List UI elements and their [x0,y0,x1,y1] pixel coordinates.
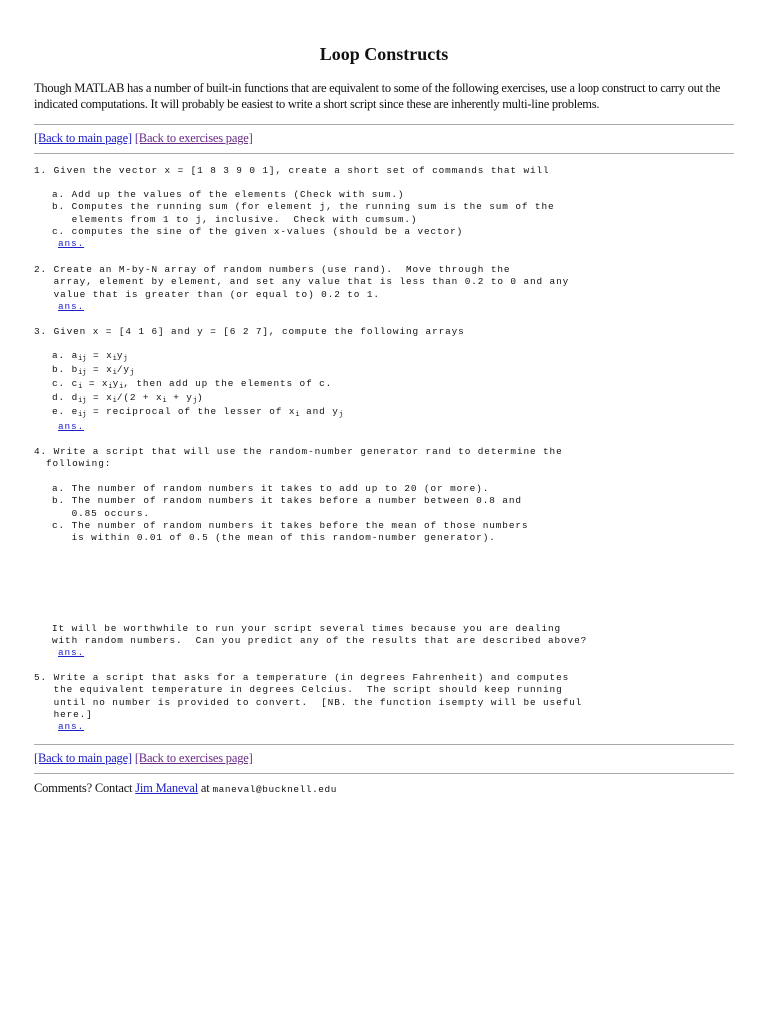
question-1c: c. computes the sine of the given x-values (should be a vector) [52,226,464,237]
nav-top [34,131,253,146]
answer-link-4 [58,647,84,659]
divider [34,153,734,154]
question-3d: d. $d_{ij} = x_i/(2 + x_i + y_j)$ [52,392,204,405]
intro-paragraph: Though MATLAB has a number of built-in functions that are equivalent to some of the following exercises, use a loop construct to carry out the indicated computations. It will probably be easiest to write a short script since these are inherently multi-line problems. [34,81,721,111]
answer-link-3 [58,421,84,433]
question-2-cont: value that is greater than (or equal to) 0.2 to 1. [34,289,380,300]
answer-link-4-text[interactable]: ans. [58,647,85,658]
question-2: 2. Create an M-by-N array of random numbers (use rand). Move through the [34,264,511,275]
answer-link-5 [58,721,84,733]
divider [34,744,734,745]
footer-prefix: Comments? Contact [34,781,136,795]
question-4-cont: following: [46,458,112,469]
footer [34,781,337,796]
footer-at: at [197,781,213,795]
question-3: 3. Given x = [4 1 6] and y = [6 2 7], compute the following arrays [34,326,465,337]
question-3e: e. $e_{ij}$ = reciprocal of the lesser of $x_i$ and $y_j$ [52,406,343,419]
question-4c: c. The number of random numbers it takes before the mean of those numbers [52,520,529,531]
question-5-cont: the equivalent temperature in degrees Celcius. The script should keep running [34,684,563,695]
question-1a: a. Add up the values of the elements (Check with sum.) [52,189,405,200]
back-to-exercises-link[interactable]: [Back to exercises page] [134,751,253,765]
question-1: 1. Given the vector x = [1 8 3 9 0 1], create a short set of commands that will [34,165,550,176]
back-to-main-link[interactable]: [Back to main page] [34,131,132,145]
question-2-cont: array, element by element, and set any value that is less than 0.2 to 0 and any [34,276,570,287]
question-3a: a. $a_{ij} = x_iy_j$ [52,350,128,363]
question-4-note: It will be worthwhile to run your script several times because you are dealing [52,623,562,634]
contact-name-link[interactable]: Jim Maneval [135,781,198,795]
back-to-exercises-link[interactable]: [Back to exercises page] [134,131,253,145]
answer-link-1-text[interactable]: ans. [58,238,85,249]
answer-link-3-text[interactable]: ans. [58,421,85,432]
question-1b: b. Computes the running sum (for element j, the running sum is the sum of the [52,201,555,212]
question-5-cont: here.] [34,709,93,720]
question-4-note-cont: with random numbers. Can you predict any of the results that are described above? [52,635,588,646]
question-4c-cont: is within 0.01 of 0.5 (the mean of this random-number generator). [52,532,496,543]
contact-email: maneval@bucknell.edu [212,784,337,795]
page-title: Loop Constructs [319,44,449,64]
question-1b-cont: elements from 1 to j, inclusive. Check with cumsum.) [52,214,418,225]
question-4a: a. The number of random numbers it takes to add up to 20 (or more). [52,483,490,494]
question-3b: b. $b_{ij} = x_i/y_j$ [52,364,135,377]
question-4: 4. Write a script that will use the random-number generator rand to determine the [34,446,563,457]
question-5: 5. Write a script that asks for a temperature (in degrees Fahrenheit) and computes [34,672,570,683]
nav-bottom [34,751,253,766]
answer-link-2 [58,301,84,313]
answer-link-5-text[interactable]: ans. [58,721,85,732]
question-3c: c. $c_i = x_iy_i$, then add up the elements of c. [52,378,333,391]
divider [34,773,734,774]
back-to-main-link[interactable]: [Back to main page] [34,751,132,765]
question-5-cont: until no number is provided to convert. [NB. the function isempty will be useful [34,697,583,708]
question-4b-cont: 0.85 occurs. [52,508,150,519]
question-4b: b. The number of random numbers it takes before a number between 0.8 and [52,495,522,506]
answer-link-1 [58,238,84,250]
divider [34,124,734,125]
answer-link-2-text[interactable]: ans. [58,301,85,312]
